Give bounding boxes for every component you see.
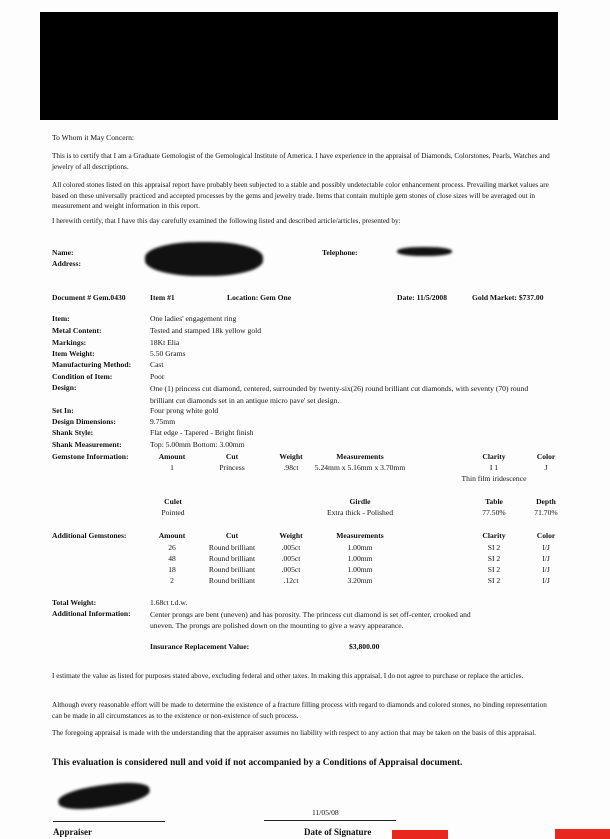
total-weight-value: 1.68ct t.d.w. <box>150 598 188 607</box>
column-header: Amount <box>158 531 186 540</box>
cell: .005ct <box>281 554 301 563</box>
gold-market: Gold Market: $737.00 <box>472 293 544 302</box>
cell: SI 2 <box>487 565 501 574</box>
field-value: One (1) princess cut diamond, centered, surrounded by twenty-six(26) round brilliant cut diamonds, with seventy (70) round brilliant cut diamonds set in an antique micro pave' set design. <box>150 384 529 405</box>
field-value: Poor <box>150 372 165 381</box>
cell: I/J <box>542 576 550 585</box>
cell: Princess <box>219 463 245 472</box>
cell: 26 <box>168 543 176 552</box>
paragraph-estimate: I estimate the value as listed for purposes stated above, excluding federal and other taxes. In making this appraisal, I do not agree to purchase or replace the articles. <box>52 672 524 680</box>
gemstone-label: Gemstone Information: <box>52 452 129 461</box>
telephone-label: Telephone: <box>322 248 358 257</box>
field-label: Item Weight: <box>52 349 95 358</box>
cell: SI 2 <box>487 543 501 552</box>
field-label: Item: <box>52 314 70 323</box>
cell: 2 <box>170 576 174 585</box>
additional-info-label: Additional Information: <box>52 609 131 618</box>
field-label: Shank Style: <box>52 428 94 437</box>
cell: 1.00mm <box>347 543 373 552</box>
field-value: Cast <box>150 360 164 369</box>
cell: I/J <box>542 543 550 552</box>
column-header: Cut <box>225 531 239 540</box>
column-header: Clarity <box>482 452 506 461</box>
field-label: Shank Measurement: <box>52 440 122 449</box>
additional-gemstones-label: Additional Gemstones: <box>52 531 127 540</box>
cell: 1.00mm <box>347 565 373 574</box>
paragraph-certify: This is to certify that I am a Graduate Gemologist of the Gemological Institute of America. I have experience in the appraisal of Diamonds, Colorstones, Pearls, Watches and jewelry of all descriptions. <box>52 152 550 171</box>
date: Date: 11/5/2008 <box>397 293 447 302</box>
column-header: Measurements <box>336 531 384 540</box>
redacted-telephone <box>397 247 452 256</box>
field-value: 5.50 Grams <box>150 349 186 358</box>
field-value: 18Kt Elia <box>150 338 180 347</box>
paragraph-enhancement: All colored stones listed on this appraisal report have probably been subjected to a stable and possibly undetectable color enhancement process. Prevailing market values are based on these universally practiced and accepted processes by the gems and jewelry trade. Items that contain multiple gem stones of close sizes will be averaged out in measurement and weight information in this report. <box>52 181 549 210</box>
cell: .12ct <box>283 576 299 585</box>
location: Location: Gem One <box>227 293 292 302</box>
cell: Round brilliant <box>208 576 256 585</box>
name-label: Name: <box>52 248 74 257</box>
column-header: Measurements <box>336 452 384 461</box>
paragraph-liability: The foregoing appraisal is made with the understanding that the appraiser assumes no liability with respect to any action that may be taken on the basis of this appraisal. <box>52 729 537 737</box>
redacted-name-address <box>145 242 263 276</box>
cell: SI 2 <box>487 576 501 585</box>
field-value: 9.75mm <box>150 417 176 426</box>
cell: 5.24mm x 5.16mm x 3.70mm <box>314 463 406 472</box>
cell: Round brilliant <box>208 554 256 563</box>
insurance-value: $3,800.00 <box>349 642 380 651</box>
date-of-signature-label: Date of Signature <box>304 827 372 837</box>
salutation: To Whom it May Concern: <box>52 133 135 142</box>
field-label: Set In: <box>52 406 74 415</box>
cell: 77.50% <box>482 508 506 517</box>
insurance-label: Insurance Replacement Value: <box>150 642 250 651</box>
column-header: Clarity <box>482 531 506 540</box>
date-line <box>264 820 396 821</box>
column-header: Cut <box>225 452 239 461</box>
cell: J <box>544 463 548 472</box>
paragraph-fracture: Although every reasonable effort will be made to determine the existence of a fracture filling process with regard to diamonds and colored stones, no binding representation can be made in all circumstances as to the existence or non-existence of such process. <box>52 701 547 720</box>
field-value: Tested and stamped 18k yellow gold <box>150 326 262 335</box>
cell: 18 <box>168 565 176 574</box>
cell: Pointed <box>161 508 185 517</box>
field-label: Design Dimensions: <box>52 417 116 426</box>
signature <box>57 779 151 814</box>
appraiser-line <box>53 821 165 822</box>
red-stamp-edge <box>555 829 610 839</box>
clarity-note: Thin film iridescence <box>461 474 527 483</box>
field-value: Top: 5.00mm Bottom: 3.00mm <box>150 440 245 449</box>
cell: I/J <box>542 554 550 563</box>
field-value: Four prong white gold <box>150 406 219 415</box>
column-header: Culet <box>164 497 182 506</box>
cell: 71.70% <box>534 508 558 517</box>
cell: .005ct <box>281 543 301 552</box>
address-label: Address: <box>52 259 81 268</box>
column-header: Table <box>485 497 503 506</box>
null-void-notice: This evaluation is considered null and void if not accompanied by a Conditions of Appraisal document. <box>52 758 463 768</box>
cell: Extra thick - Polished <box>326 508 394 517</box>
cell: 48 <box>168 554 176 563</box>
item-number: Item #1 <box>150 293 175 302</box>
cell: I/J <box>542 565 550 574</box>
appraiser-label: Appraiser <box>53 827 92 837</box>
red-stamp-edge <box>392 830 448 839</box>
redacted-header <box>40 12 558 120</box>
field-value: One ladies' engagement ring <box>150 314 237 323</box>
field-value: Flat edge - Tapered - Bright finish <box>150 428 254 437</box>
cell: Round brilliant <box>208 565 256 574</box>
cell: 3.20mm <box>347 576 373 585</box>
additional-info-value: Center prongs are bent (uneven) and has porosity. The princess cut diamond is set off-center, crooked and uneven. The prongs are polished down on the mounting to give a wavy appearance. <box>150 610 471 630</box>
paragraph-examined: I herewith certify, that I have this day carefully examined the following listed and described article/articles, presented by: <box>52 217 401 225</box>
column-header: Weight <box>279 531 303 540</box>
column-header: Amount <box>158 452 186 461</box>
field-label: Markings: <box>52 338 87 347</box>
column-header: Depth <box>536 497 556 506</box>
cell: I 1 <box>489 463 499 472</box>
field-label: Metal Content: <box>52 326 102 335</box>
column-header: Girdle <box>349 497 371 506</box>
total-weight-label: Total Weight: <box>52 598 97 607</box>
cell: SI 2 <box>487 554 501 563</box>
cell: 1.00mm <box>347 554 373 563</box>
field-label: Design: <box>52 383 77 392</box>
column-header: Color <box>536 531 556 540</box>
cell: .005ct <box>281 565 301 574</box>
signature-date: 11/05/08 <box>312 808 339 817</box>
cell: .98ct <box>283 463 299 472</box>
column-header: Weight <box>279 452 303 461</box>
document-number: Document # Gem.0430 <box>52 293 126 302</box>
field-label: Manufacturing Method: <box>52 360 132 369</box>
field-label: Condition of Item: <box>52 372 113 381</box>
column-header: Color <box>536 452 556 461</box>
cell: Round brilliant <box>208 543 256 552</box>
cell: 1 <box>170 463 174 472</box>
